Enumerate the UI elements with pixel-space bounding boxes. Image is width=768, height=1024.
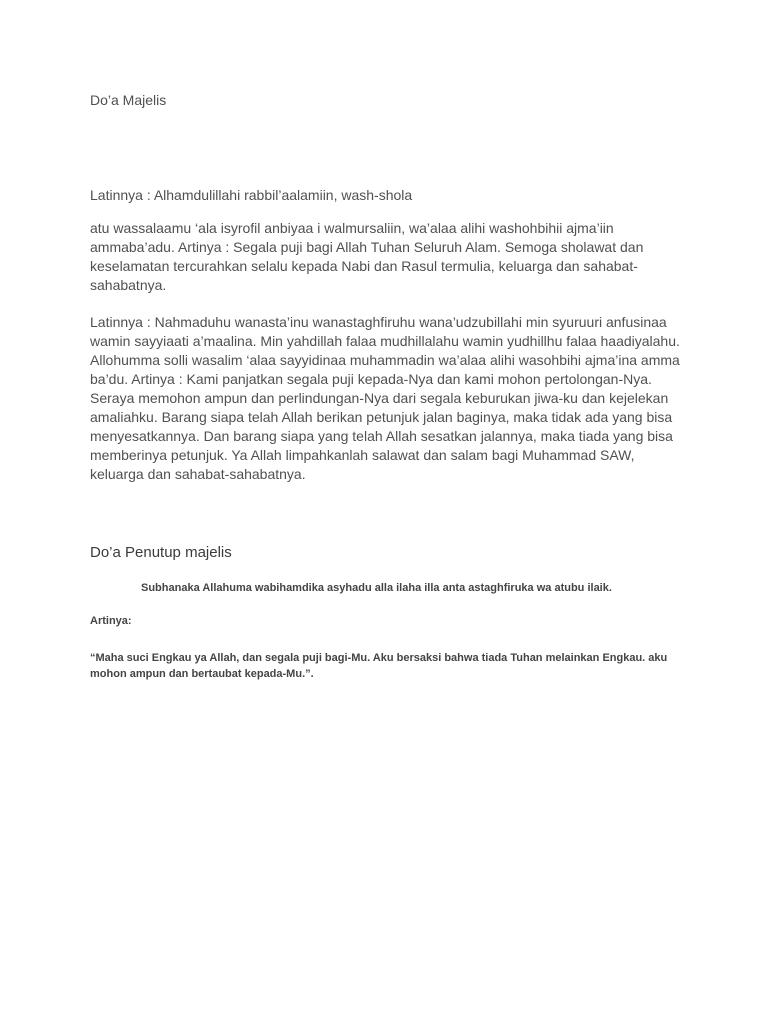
latin-intro-line: Latinnya : Alhamdulillahi rabbil’aalamiin, wash-shola bbox=[90, 187, 413, 203]
closing-meaning-text: “Maha suci Engkau ya Allah, dan segala puji bagi-Mu. Aku bersaksi bahwa tiada Tuhan melainkan Engkau. aku mohon ampun dan bertaubat kepada-Mu.”. bbox=[90, 652, 668, 680]
paragraph-1: atu wassalaamu ‘ala isyrofil anbiyaa i walmursaliin, wa’alaa alihi washohbihii ajma’iin ammaba’adu. Artinya : Segala puji bagi Allah Tuhan Seluruh Alam. Semoga sholawat dan keselamatan tercurahkan selalu kepada Nabi dan Rasul termulia, keluarga dan sahabat-sahabatnya. bbox=[90, 220, 644, 293]
artinya-label: Artinya: bbox=[90, 615, 132, 627]
document-title: Do’a Majelis bbox=[90, 92, 167, 108]
paragraph-2: Latinnya : Nahmaduhu wanasta’inu wanastaghfiruhu wana’udzubillahi min syuruuri anfusinaa wamin sayyiaati a’maalina. Min yahdillah falaa mudhillalahu wamin yudhillhu falaa haadiyalahu. Allohumma solli wasalim ‘alaa sayyidinaa muhammadin wa’alaa alihi wasohbihi ajma’ina amma ba’du. Artinya : Kami panjatkan segala puji kepada-Nya dan kami mohon pertolongan-Nya. Seraya memohon ampun dan perlindungan-Nya dari segala keburukan jiwa-ku dan kejelekan amaliahku. Barang siapa telah Allah berikan petunjuk jalan baginya, maka tidak ada yang bisa menyesatkannya. Dan barang siapa yang telah Allah sesatkan jalannya, maka tiada yang bisa memberinya petunjuk. Ya Allah limpahkanlah salawat dan salam bagi Muhammad SAW, keluarga dan sahabat-sahabatnya. bbox=[90, 314, 680, 482]
closing-doa-text: Subhanaka Allahuma wabihamdika asyhadu alla ilaha illa anta astaghfiruka wa atubu ilaik. bbox=[141, 582, 612, 594]
closing-heading: Do’a Penutup majelis bbox=[90, 544, 232, 561]
